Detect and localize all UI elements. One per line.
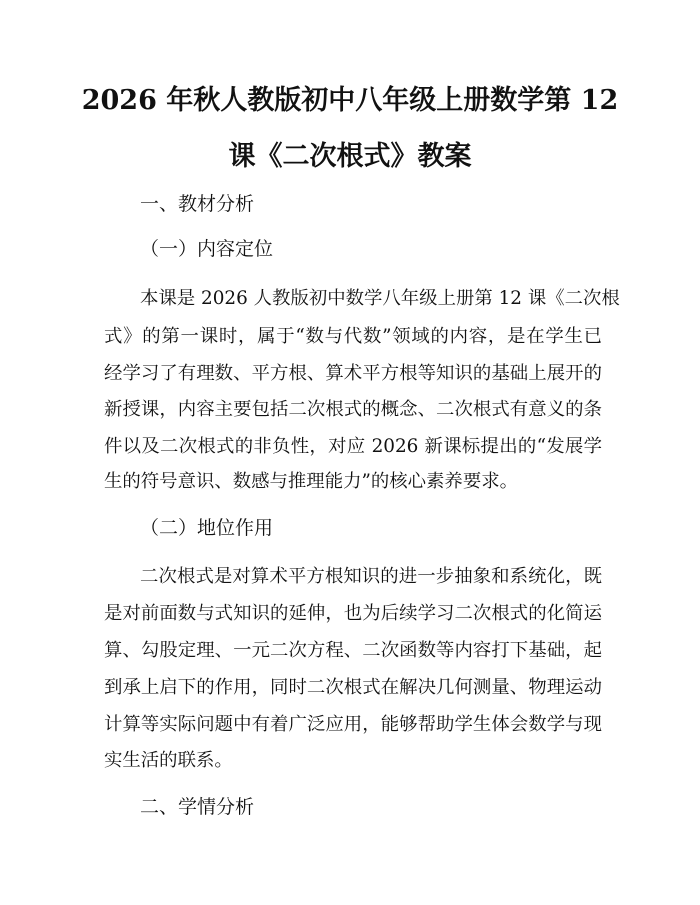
subheading-role-and-position: （二）地位作用 — [140, 517, 274, 539]
paragraph-line: 到承上启下的作用，同时二次根式在解决几何测量、物理运动 — [104, 677, 602, 698]
paragraph-line: 是对前面数与式知识的延伸，也为后续学习二次根式的化简运 — [104, 603, 602, 624]
document-title-line-1: 2026 年秋人教版初中八年级上册数学第 12 — [81, 85, 619, 116]
section-heading-learner-analysis: 二、学情分析 — [140, 796, 255, 818]
document-title-line-2: 课《二次根式》教案 — [228, 141, 472, 172]
paragraph-line: 式》的第一课时，属于“数与代数”领域的内容，是在学生已 — [104, 326, 602, 347]
paragraph-line: 实生活的联系。 — [104, 750, 233, 771]
paragraph-line: 件以及二次根式的非负性，对应 2026 新课标提出的“发展学 — [104, 436, 602, 457]
subheading-content-positioning: （一）内容定位 — [140, 238, 274, 260]
paragraph-line: 本课是 2026 人教版初中数学八年级上册第 12 课《二次根 — [140, 288, 620, 309]
paragraph-line: 计算等实际问题中有着广泛应用，能够帮助学生体会数学与现 — [104, 714, 602, 735]
paragraph-line: 新授课，内容主要包括二次根式的概念、二次根式有意义的条 — [104, 399, 602, 420]
paragraph-line: 二次根式是对算术平方根知识的进一步抽象和系统化，既 — [140, 566, 602, 587]
paragraph-line: 经学习了有理数、平方根、算术平方根等知识的基础上展开的 — [104, 363, 602, 384]
paragraph-line: 算、勾股定理、一元二次方程、二次函数等内容打下基础，起 — [104, 640, 602, 661]
paragraph-line: 生的符号意识、数感与推理能力”的核心素养要求。 — [104, 471, 518, 492]
section-heading-textbook-analysis: 一、教材分析 — [140, 193, 255, 215]
